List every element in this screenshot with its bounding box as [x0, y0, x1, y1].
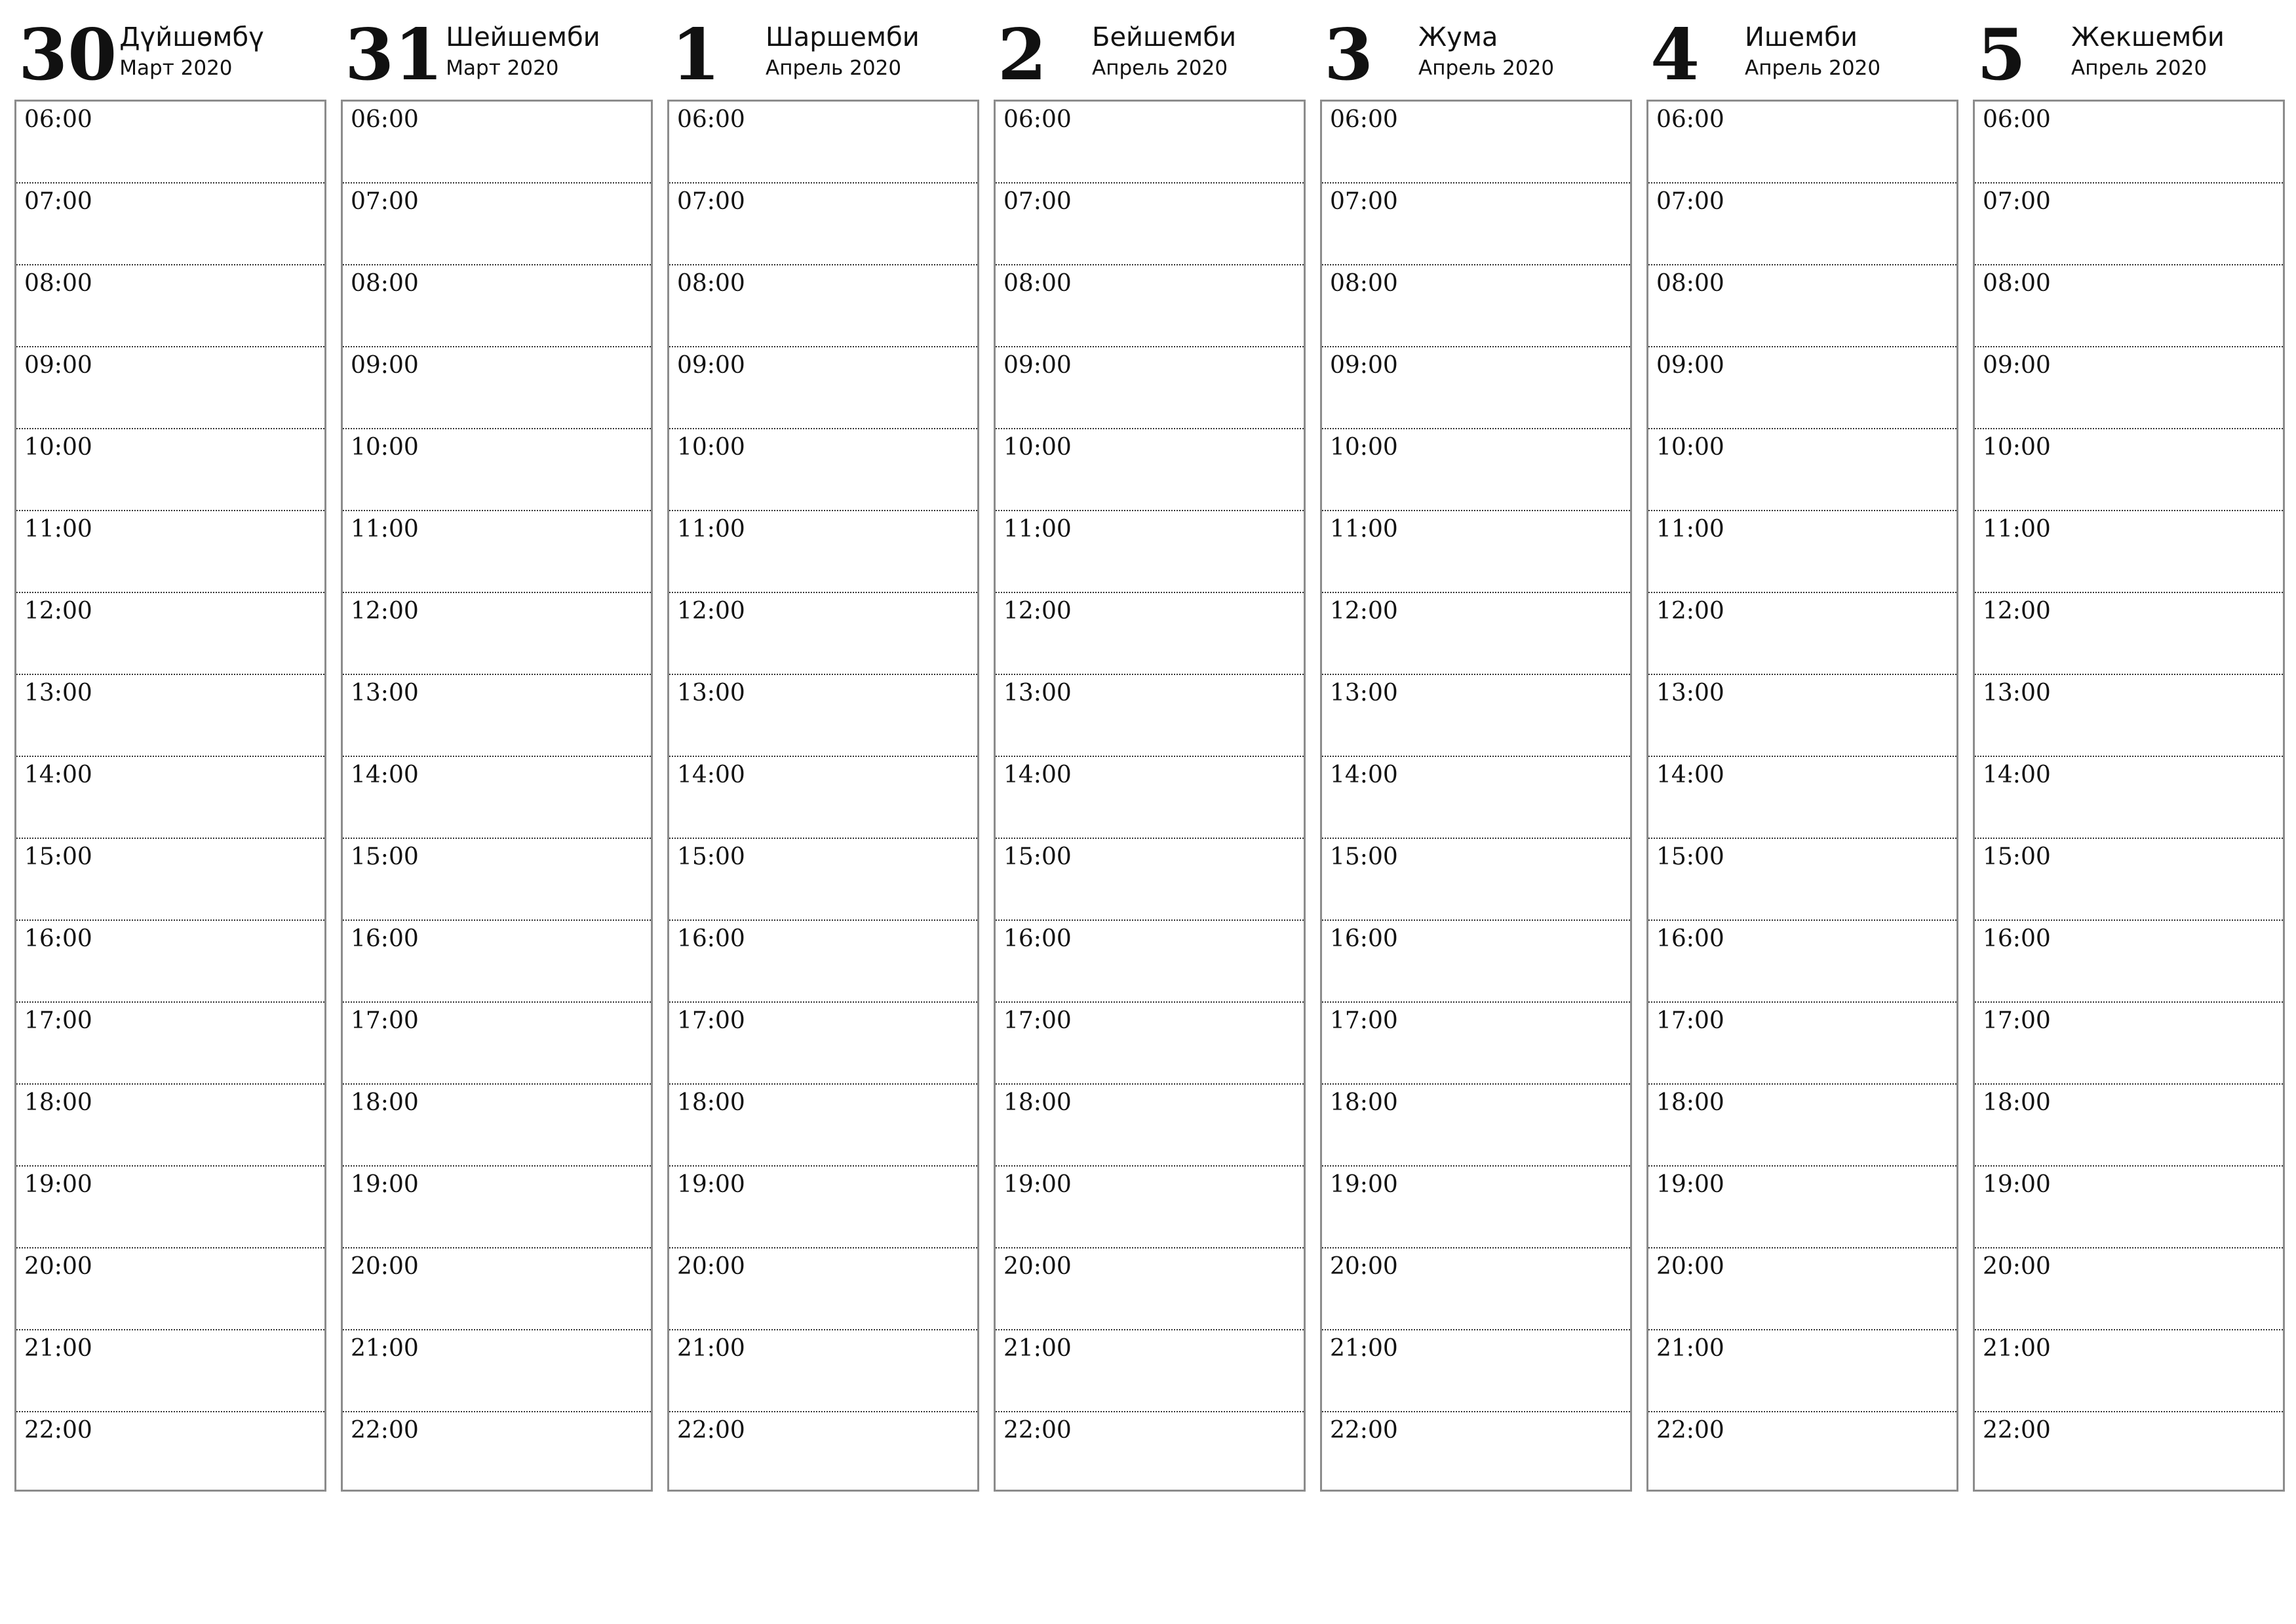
time-label: 07:00 — [351, 188, 419, 215]
time-label: 18:00 — [24, 1089, 92, 1116]
time-slot[interactable] — [669, 675, 977, 757]
time-label: 12:00 — [24, 598, 92, 625]
time-label: 12:00 — [351, 598, 419, 625]
time-slot[interactable] — [1648, 1248, 1956, 1330]
time-slot[interactable] — [343, 265, 651, 347]
time-label: 11:00 — [351, 516, 419, 543]
day-labels — [446, 22, 600, 83]
time-label: 20:00 — [677, 1253, 745, 1280]
time-slot[interactable] — [16, 921, 324, 1003]
time-label: 22:00 — [351, 1417, 419, 1444]
time-label: 12:00 — [677, 598, 745, 625]
day-number: 2 — [998, 14, 1047, 96]
time-slot[interactable] — [343, 839, 651, 921]
day-header — [994, 0, 1306, 100]
time-slot[interactable] — [996, 593, 1304, 675]
time-slot[interactable] — [669, 593, 977, 675]
time-label: 06:00 — [1983, 106, 2051, 133]
time-slot[interactable] — [16, 265, 324, 347]
time-label: 14:00 — [1003, 762, 1072, 788]
time-slot[interactable] — [996, 265, 1304, 347]
time-label: 11:00 — [1656, 516, 1724, 543]
time-slot[interactable] — [343, 511, 651, 593]
time-label: 17:00 — [1983, 1007, 2051, 1034]
day-labels — [766, 22, 920, 83]
time-label: 06:00 — [24, 106, 92, 133]
time-label: 22:00 — [1003, 1417, 1072, 1444]
time-slot[interactable] — [1975, 347, 2283, 429]
time-slot[interactable] — [669, 1085, 977, 1167]
time-label: 13:00 — [24, 680, 92, 706]
time-slot[interactable] — [1322, 184, 1630, 265]
time-label: 14:00 — [351, 762, 419, 788]
time-label: 10:00 — [1983, 434, 2051, 461]
time-slot[interactable] — [669, 1330, 977, 1412]
time-label: 20:00 — [1983, 1253, 2051, 1280]
time-label: 14:00 — [677, 762, 745, 788]
time-slot[interactable] — [1648, 265, 1956, 347]
time-label: 10:00 — [677, 434, 745, 461]
time-slot[interactable] — [16, 1412, 324, 1490]
time-label: 20:00 — [351, 1253, 419, 1280]
time-label: 18:00 — [677, 1089, 745, 1116]
time-label: 14:00 — [1330, 762, 1398, 788]
time-slot[interactable] — [996, 675, 1304, 757]
time-slot[interactable] — [1975, 839, 2283, 921]
time-slot[interactable] — [996, 839, 1304, 921]
time-slot[interactable] — [343, 184, 651, 265]
time-slot[interactable] — [1322, 921, 1630, 1003]
time-label: 19:00 — [1003, 1171, 1072, 1198]
time-label: 21:00 — [24, 1335, 92, 1362]
time-slot[interactable] — [1975, 1412, 2283, 1490]
day-month: Апрель 2020 — [1745, 56, 1881, 80]
day-schedule — [667, 100, 979, 1492]
day-month: Апрель 2020 — [1418, 56, 1555, 80]
time-slot[interactable] — [1648, 675, 1956, 757]
time-slot[interactable] — [1322, 1412, 1630, 1490]
time-label: 07:00 — [24, 188, 92, 215]
time-slot[interactable] — [1322, 1248, 1630, 1330]
day-labels — [119, 22, 264, 83]
time-label: 09:00 — [1656, 352, 1724, 379]
time-slot[interactable] — [1975, 429, 2283, 511]
day-labels — [2071, 22, 2225, 83]
time-label: 19:00 — [1330, 1171, 1398, 1198]
day-month: Март 2020 — [446, 56, 559, 80]
time-label: 15:00 — [677, 843, 745, 870]
time-slot[interactable] — [669, 1248, 977, 1330]
time-label: 13:00 — [677, 680, 745, 706]
time-slot[interactable] — [996, 429, 1304, 511]
time-label: 17:00 — [24, 1007, 92, 1034]
time-label: 14:00 — [1983, 762, 2051, 788]
time-slot[interactable] — [343, 102, 651, 184]
time-label: 22:00 — [677, 1417, 745, 1444]
time-slot[interactable] — [996, 102, 1304, 184]
time-label: 20:00 — [1003, 1253, 1072, 1280]
day-schedule — [1646, 100, 1958, 1492]
time-slot[interactable] — [16, 347, 324, 429]
time-slot[interactable] — [343, 757, 651, 839]
time-label: 14:00 — [1656, 762, 1724, 788]
time-label: 11:00 — [1983, 516, 2051, 543]
time-label: 18:00 — [1003, 1089, 1072, 1116]
time-slot[interactable] — [669, 1167, 977, 1248]
day-column — [667, 0, 979, 1501]
time-label: 11:00 — [1003, 516, 1072, 543]
time-slot[interactable] — [996, 347, 1304, 429]
weekly-planner — [14, 0, 2289, 1501]
time-slot[interactable] — [16, 1330, 324, 1412]
time-slot[interactable] — [669, 347, 977, 429]
day-header — [1646, 0, 1958, 100]
time-label: 17:00 — [351, 1007, 419, 1034]
time-slot[interactable] — [343, 1248, 651, 1330]
time-label: 21:00 — [351, 1335, 419, 1362]
day-header — [1320, 0, 1632, 100]
time-label: 12:00 — [1656, 598, 1724, 625]
time-label: 09:00 — [1983, 352, 2051, 379]
day-header — [341, 0, 653, 100]
time-slot[interactable] — [16, 675, 324, 757]
time-label: 19:00 — [1983, 1171, 2051, 1198]
time-slot[interactable] — [343, 1167, 651, 1248]
time-slot[interactable] — [669, 1412, 977, 1490]
time-slot[interactable] — [343, 429, 651, 511]
time-slot[interactable] — [1975, 921, 2283, 1003]
day-schedule — [1320, 100, 1632, 1492]
time-slot[interactable] — [1975, 184, 2283, 265]
time-slot[interactable] — [16, 839, 324, 921]
day-number: 4 — [1650, 14, 1700, 96]
day-column — [1973, 0, 2285, 1501]
time-label: 11:00 — [1330, 516, 1398, 543]
time-label: 07:00 — [1003, 188, 1072, 215]
time-slot[interactable] — [1322, 1330, 1630, 1412]
time-slot[interactable] — [343, 347, 651, 429]
time-label: 16:00 — [1656, 925, 1724, 952]
time-slot[interactable] — [16, 429, 324, 511]
time-slot[interactable] — [996, 1085, 1304, 1167]
time-label: 19:00 — [351, 1171, 419, 1198]
time-slot[interactable] — [1322, 429, 1630, 511]
time-label: 10:00 — [24, 434, 92, 461]
time-label: 13:00 — [1983, 680, 2051, 706]
time-slot[interactable] — [996, 1167, 1304, 1248]
time-label: 08:00 — [677, 270, 745, 297]
time-slot[interactable] — [996, 184, 1304, 265]
time-label: 12:00 — [1330, 598, 1398, 625]
time-slot[interactable] — [1648, 1412, 1956, 1490]
time-label: 18:00 — [351, 1089, 419, 1116]
time-label: 19:00 — [24, 1171, 92, 1198]
time-label: 10:00 — [351, 434, 419, 461]
time-slot[interactable] — [1322, 1003, 1630, 1085]
day-column — [1646, 0, 1958, 1501]
time-label: 16:00 — [1330, 925, 1398, 952]
day-header — [14, 0, 326, 100]
time-label: 14:00 — [24, 762, 92, 788]
time-slot[interactable] — [1322, 347, 1630, 429]
time-label: 07:00 — [1330, 188, 1398, 215]
time-slot[interactable] — [1648, 839, 1956, 921]
time-label: 21:00 — [677, 1335, 745, 1362]
time-slot[interactable] — [1322, 511, 1630, 593]
time-label: 19:00 — [677, 1171, 745, 1198]
time-label: 10:00 — [1656, 434, 1724, 461]
time-slot[interactable] — [1648, 1167, 1956, 1248]
time-slot[interactable] — [669, 511, 977, 593]
time-label: 07:00 — [1656, 188, 1724, 215]
time-label: 13:00 — [1330, 680, 1398, 706]
time-slot[interactable] — [1322, 675, 1630, 757]
day-month: Апрель 2020 — [766, 56, 902, 80]
time-label: 08:00 — [1983, 270, 2051, 297]
time-label: 12:00 — [1003, 598, 1072, 625]
time-slot[interactable] — [16, 511, 324, 593]
time-label: 22:00 — [1330, 1417, 1398, 1444]
time-slot[interactable] — [1975, 1085, 2283, 1167]
time-slot[interactable] — [1975, 1167, 2283, 1248]
day-schedule — [994, 100, 1306, 1492]
time-slot[interactable] — [669, 265, 977, 347]
time-label: 07:00 — [1983, 188, 2051, 215]
time-slot[interactable] — [1975, 102, 2283, 184]
time-label: 09:00 — [24, 352, 92, 379]
time-label: 15:00 — [1983, 843, 2051, 870]
time-slot[interactable] — [669, 429, 977, 511]
time-label: 21:00 — [1983, 1335, 2051, 1362]
day-number: 3 — [1324, 14, 1374, 96]
day-name: Бейшемби — [1092, 22, 1237, 52]
time-label: 16:00 — [351, 925, 419, 952]
time-slot[interactable] — [1648, 1085, 1956, 1167]
time-slot[interactable] — [1648, 921, 1956, 1003]
time-label: 21:00 — [1003, 1335, 1072, 1362]
time-label: 06:00 — [677, 106, 745, 133]
day-number: 31 — [345, 14, 444, 96]
time-slot[interactable] — [996, 1330, 1304, 1412]
time-slot[interactable] — [343, 675, 651, 757]
time-label: 13:00 — [351, 680, 419, 706]
time-slot[interactable] — [996, 757, 1304, 839]
time-slot[interactable] — [1322, 265, 1630, 347]
time-slot[interactable] — [1975, 265, 2283, 347]
day-schedule — [14, 100, 326, 1492]
time-label: 17:00 — [1003, 1007, 1072, 1034]
time-slot[interactable] — [996, 1003, 1304, 1085]
day-month: Март 2020 — [119, 56, 233, 80]
time-label: 16:00 — [677, 925, 745, 952]
day-number: 1 — [671, 14, 721, 96]
time-slot[interactable] — [343, 1003, 651, 1085]
time-label: 08:00 — [1656, 270, 1724, 297]
time-slot[interactable] — [16, 1003, 324, 1085]
day-column — [14, 0, 326, 1501]
time-label: 18:00 — [1983, 1089, 2051, 1116]
time-slot[interactable] — [1975, 1330, 2283, 1412]
time-slot[interactable] — [343, 1330, 651, 1412]
time-label: 15:00 — [1656, 843, 1724, 870]
time-label: 20:00 — [1656, 1253, 1724, 1280]
day-header — [667, 0, 979, 100]
time-slot[interactable] — [16, 593, 324, 675]
time-slot[interactable] — [16, 102, 324, 184]
time-label: 08:00 — [1003, 270, 1072, 297]
day-header — [1973, 0, 2285, 100]
time-label: 22:00 — [1983, 1417, 2051, 1444]
time-slot[interactable] — [16, 1085, 324, 1167]
time-slot[interactable] — [1648, 1330, 1956, 1412]
time-slot[interactable] — [996, 921, 1304, 1003]
day-name: Ишемби — [1745, 22, 1858, 52]
time-label: 06:00 — [351, 106, 419, 133]
time-label: 16:00 — [1983, 925, 2051, 952]
time-slot[interactable] — [1322, 839, 1630, 921]
day-labels — [1745, 22, 1880, 83]
time-label: 09:00 — [677, 352, 745, 379]
time-label: 18:00 — [1656, 1089, 1724, 1116]
time-slot[interactable] — [996, 1412, 1304, 1490]
day-month: Апрель 2020 — [1092, 56, 1228, 80]
day-schedule — [1973, 100, 2285, 1492]
day-name: Жума — [1418, 22, 1498, 52]
time-slot[interactable] — [996, 511, 1304, 593]
time-label: 07:00 — [677, 188, 745, 215]
time-label: 09:00 — [1330, 352, 1398, 379]
time-slot[interactable] — [1975, 675, 2283, 757]
time-label: 16:00 — [1003, 925, 1072, 952]
time-label: 15:00 — [351, 843, 419, 870]
day-name: Дүйшөмбү — [119, 22, 264, 52]
time-slot[interactable] — [1648, 102, 1956, 184]
time-label: 21:00 — [1656, 1335, 1724, 1362]
time-label: 21:00 — [1330, 1335, 1398, 1362]
time-label: 10:00 — [1003, 434, 1072, 461]
time-label: 08:00 — [351, 270, 419, 297]
time-slot[interactable] — [343, 593, 651, 675]
time-label: 17:00 — [677, 1007, 745, 1034]
time-slot[interactable] — [1648, 593, 1956, 675]
time-label: 06:00 — [1656, 106, 1724, 133]
day-month: Апрель 2020 — [2071, 56, 2208, 80]
time-label: 15:00 — [1330, 843, 1398, 870]
day-name: Жекшемби — [2071, 22, 2225, 52]
time-slot[interactable] — [1648, 757, 1956, 839]
day-labels — [1092, 22, 1236, 83]
time-label: 08:00 — [1330, 270, 1398, 297]
time-label: 19:00 — [1656, 1171, 1724, 1198]
time-slot[interactable] — [343, 1085, 651, 1167]
day-number: 5 — [1977, 14, 2027, 96]
time-slot[interactable] — [1322, 757, 1630, 839]
time-label: 13:00 — [1003, 680, 1072, 706]
time-label: 17:00 — [1656, 1007, 1724, 1034]
time-label: 12:00 — [1983, 598, 2051, 625]
time-slot[interactable] — [1648, 1003, 1956, 1085]
time-label: 10:00 — [1330, 434, 1398, 461]
time-label: 17:00 — [1330, 1007, 1398, 1034]
time-slot[interactable] — [16, 1167, 324, 1248]
time-slot[interactable] — [1322, 1085, 1630, 1167]
time-slot[interactable] — [1975, 511, 2283, 593]
time-label: 09:00 — [1003, 352, 1072, 379]
time-slot[interactable] — [669, 839, 977, 921]
time-label: 11:00 — [677, 516, 745, 543]
time-label: 15:00 — [1003, 843, 1072, 870]
time-label: 20:00 — [24, 1253, 92, 1280]
time-slot[interactable] — [669, 102, 977, 184]
time-slot[interactable] — [669, 921, 977, 1003]
time-slot[interactable] — [1648, 511, 1956, 593]
time-slot[interactable] — [1648, 184, 1956, 265]
time-label: 22:00 — [1656, 1417, 1724, 1444]
time-slot[interactable] — [1322, 102, 1630, 184]
day-name: Шейшемби — [446, 22, 600, 52]
time-label: 11:00 — [24, 516, 92, 543]
time-label: 20:00 — [1330, 1253, 1398, 1280]
time-slot[interactable] — [16, 757, 324, 839]
time-slot[interactable] — [343, 1412, 651, 1490]
time-slot[interactable] — [343, 921, 651, 1003]
day-column — [994, 0, 1306, 1501]
time-label: 15:00 — [24, 843, 92, 870]
time-slot[interactable] — [16, 184, 324, 265]
time-slot[interactable] — [1975, 1003, 2283, 1085]
time-label: 18:00 — [1330, 1089, 1398, 1116]
day-column — [1320, 0, 1632, 1501]
time-slot[interactable] — [1322, 593, 1630, 675]
time-slot[interactable] — [1648, 347, 1956, 429]
day-schedule — [341, 100, 653, 1492]
time-slot[interactable] — [1322, 1167, 1630, 1248]
time-slot[interactable] — [1975, 757, 2283, 839]
time-label: 06:00 — [1003, 106, 1072, 133]
time-label: 16:00 — [24, 925, 92, 952]
day-number: 30 — [18, 14, 117, 96]
time-slot[interactable] — [1648, 429, 1956, 511]
day-column — [341, 0, 653, 1501]
time-label: 06:00 — [1330, 106, 1398, 133]
time-slot[interactable] — [1975, 593, 2283, 675]
day-labels — [1418, 22, 1554, 83]
time-label: 09:00 — [351, 352, 419, 379]
time-slot[interactable] — [669, 757, 977, 839]
time-slot[interactable] — [996, 1248, 1304, 1330]
day-name: Шаршемби — [766, 22, 920, 52]
time-label: 08:00 — [24, 270, 92, 297]
time-slot[interactable] — [669, 1003, 977, 1085]
time-label: 22:00 — [24, 1417, 92, 1444]
time-slot[interactable] — [1975, 1248, 2283, 1330]
time-slot[interactable] — [669, 184, 977, 265]
time-label: 13:00 — [1656, 680, 1724, 706]
time-slot[interactable] — [16, 1248, 324, 1330]
